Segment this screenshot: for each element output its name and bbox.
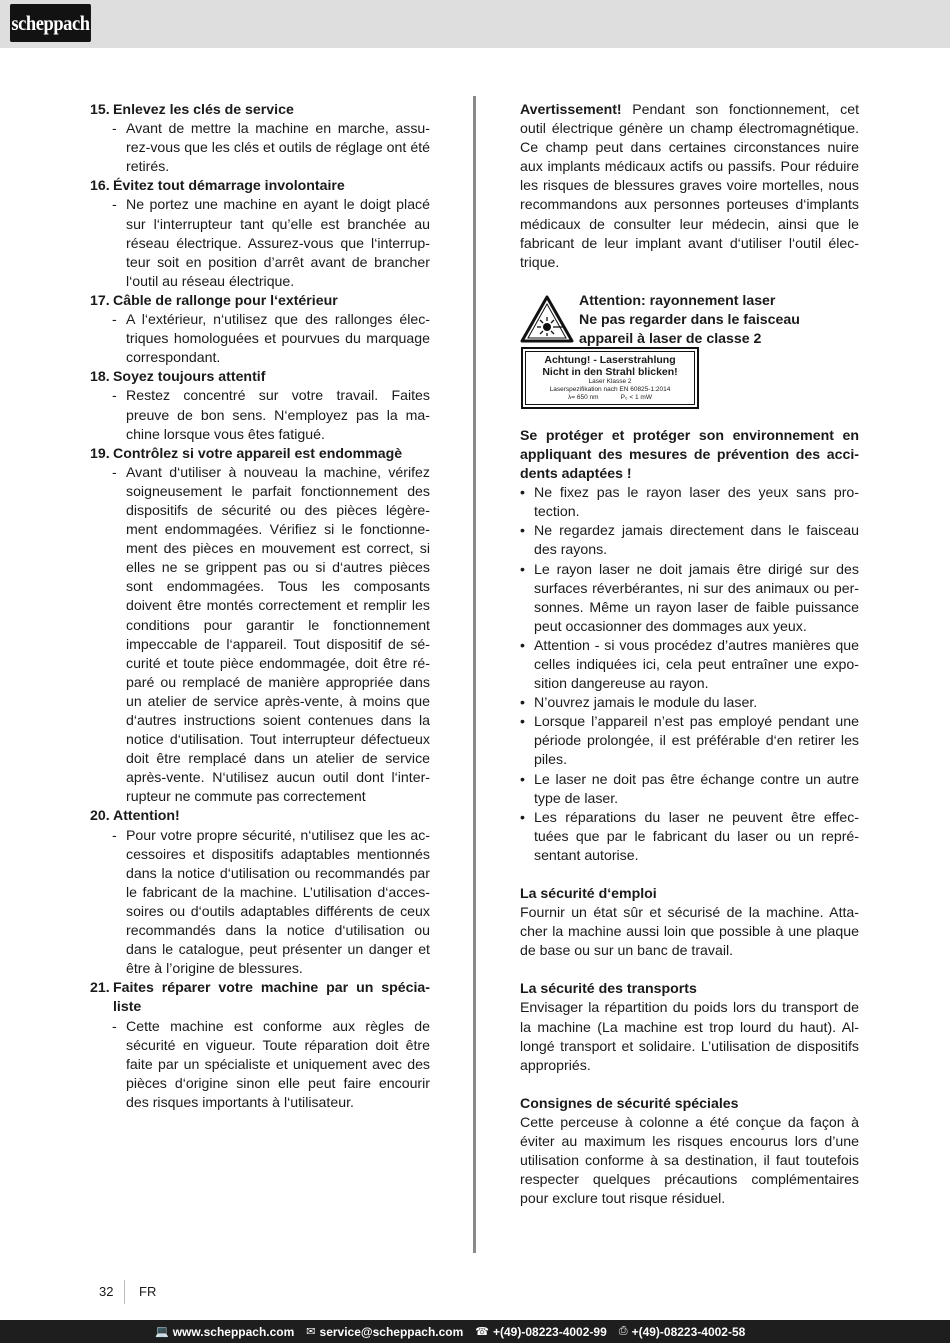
list-item: • Ne fixez pas le rayon laser des yeux sans pro-tection. xyxy=(520,483,859,521)
item-title: Câble de rallonge pour l‘extérieur xyxy=(113,291,338,308)
item-heading xyxy=(90,367,430,386)
item-body: - Restez concentré sur votre travail. Faites preuve de bon sens. N‘employez pas la ma-chine lorsque vous êtes fatigué. xyxy=(90,386,430,443)
list-item: • N’ouvrez jamais le module du laser. xyxy=(520,693,859,712)
item-text: Ne portez une machine en ayant le doigt placé sur l‘interrupteur tant qu’elle est branchée au réseau électrique. Assurez-vous que l‘interrup-teur soit en position d’arrêt avant de brancher l‘outil au réseau électrique. xyxy=(126,196,430,289)
warning-text: Pendant son fonctionnement, cet outil électrique génère un champ électromagnétique. Ce champ peut dans certaines circonstances nuire aux implants médicaux actifs ou passifs. Pour réduire les risques de blessures graves voire mortelles, nous recommandons aux personnes porteuses d‘implants médicaux de consulter leur médecin, ainsi que le fabricant de leur implant avant d‘utiliser l‘outil élec-trique. xyxy=(520,101,859,270)
item-text: A l‘extérieur, n‘utilisez que des rallonges élec-triques homologuées et pourvues du marquage correspondant. xyxy=(126,311,430,366)
list-item-text: N’ouvrez jamais le module du laser. xyxy=(534,694,758,711)
page-number: 32 xyxy=(99,1284,114,1299)
website-link[interactable] xyxy=(155,1325,294,1339)
protect-heading: Se protéger et protéger son environnement en appliquant des mesures de prévention des acci-dents adaptées ! xyxy=(520,426,859,482)
label-line: Nicht in den Strahl blicken! xyxy=(542,365,678,378)
item-heading xyxy=(90,100,430,119)
laser-warning-icon xyxy=(520,295,574,343)
item-title: Faites réparer votre machine par un spécia-liste xyxy=(113,979,430,1015)
column-divider xyxy=(473,96,476,1253)
section-title: La sécurité d‘emploi xyxy=(520,885,657,901)
item-body: - Avant de mettre la machine en marche, assu-rez-vous que les clés et outils de réglage ont été retirés. xyxy=(90,119,430,176)
fax-text: +(49)-08223-4002-58 xyxy=(631,1324,746,1339)
list-item-text: Lorsque l’appareil n’est pas employé pendant une période prolongée, il est préférable d‘en retirer les piles. xyxy=(534,713,859,768)
item-heading xyxy=(90,444,430,463)
list-item-text: Les réparations du laser ne peuvent être effec-tuées que par le fabricant du laser ou un repré-sentant autorise. xyxy=(534,808,859,863)
item-title: Évitez tout démarrage involontaire xyxy=(113,177,345,194)
item-number: 19. xyxy=(90,444,110,461)
footer-divider xyxy=(124,1280,125,1304)
item-body: - Pour votre propre sécurité, n‘utilisez que les ac-cessoires et dispositifs adaptables mentionnés dans la notice d‘utilisation ou recommandés par le fabricant de la machine. L’utilisation d‘acces-soires ou d‘outils adaptables différents de ceux recommandés dans la notice d‘utilisation ou dans le catalogue, peut présenter un danger et être à l’origine de blessures. xyxy=(90,826,430,979)
fax-number xyxy=(619,1325,746,1339)
list-item-text: Ne fixez pas le rayon laser des yeux sans pro-tection. xyxy=(534,484,859,520)
phone-number xyxy=(475,1325,606,1339)
item-number: 17. xyxy=(90,291,110,308)
item-number: 15. xyxy=(90,101,110,117)
label-line: Achtung! - Laserstrahlung xyxy=(544,353,676,366)
item-text: Pour votre propre sécurité, n‘utilisez que les ac-cessoires et dispositifs adaptables mentionnés dans la notice d‘utilisation ou recommandés par le fabricant de la machine. L’utilisation d‘acces-soires ou d‘outils adaptables différents de ceux recommandés dans la notice d‘utilisation ou dans le catalogue, peut présenter un danger et être à l’origine de blessures. xyxy=(126,826,430,977)
item-heading xyxy=(90,176,430,195)
item-text: Cette machine est conforme aux règles de sécurité en vigueur. Toute réparation doit être faite par un spécialiste et uniquement avec des pièces d‘origine sinon elle peut faire encourir des risques importants à l‘utilisateur. xyxy=(126,1017,430,1110)
warning-label: Avertissement! xyxy=(520,101,622,117)
list-item: • Attention - si vous procédez d’autres manières que celles indiquées ici, cela peut entraîner une expo-sition dangereuse au rayon. xyxy=(520,636,859,693)
list-item: • Le laser ne doit pas être échange contre un autre type de laser. xyxy=(520,770,859,808)
item-number: 21. xyxy=(90,979,110,996)
section-text: Envisager la répartition du poids lors du transport de la machine (La machine est trop lourd du haut). Al-longé transport et solidaire. L’utilisation de dispositifs appropriés. xyxy=(520,999,859,1073)
laptop-icon: 💻 xyxy=(155,1326,169,1338)
list-item: • Lorsque l’appareil n’est pas employé pendant une période prolongée, il est préférable d‘en retirer les piles. xyxy=(520,712,859,769)
laser-title-line: appareil à laser de classe 2 xyxy=(579,330,762,347)
fax-icon: ⎙ xyxy=(618,1325,628,1337)
list-item: • Le rayon laser ne doit jamais être dirigé sur des surfaces réverbérantes, ni sur des animaux ou per-sonnes. Même un rayon laser de faible puissance peut occasionner des dommages aux yeux. xyxy=(520,560,859,636)
item-text: Avant de mettre la machine en marche, assu-rez-vous que les clés et outils de réglage ont été retirés. xyxy=(126,120,430,175)
item-number: 16. xyxy=(90,177,110,194)
right-column xyxy=(520,100,859,1208)
item-text: Avant d‘utiliser à nouveau la machine, vérifez soigneusement le parfait fonctionnement des dispositifs de sécurité ou des pièces légère-ment endommagées. Vérifiez si le fonctionne-ment des pièces en mouvement est correct, si elles ne se grippent pas ou si d‘autres pièces sont endommagées. Tous les composants doivent être montés correctement et remplir les conditions pour garantir le fonctionnement impeccable de l‘appareil. Tout dispositif de sé-curité et toute pièce endommagée, doit être ré-paré ou remplacé de manière appropriée dans un atelier de service après-vente, à moins que d‘autres instructions soient contenues dans la notice d‘utilisation. Tout interrupteur défectueux doit être remplacé dans un atelier de service après-vente. N‘utilisez aucun outil dont l‘inter-rupteur ne commute pas correctement xyxy=(126,463,430,805)
item-title: Contrôlez si votre appareil est endommagè xyxy=(113,444,403,461)
item-body: - Cette machine est conforme aux règles de sécurité en vigueur. Toute réparation doit être faite par un spécialiste et uniquement avec des pièces d‘origine sinon elle peut faire encourir des risques importants à l‘utilisateur. xyxy=(90,1017,430,1112)
phone-text: +(49)-08223-4002-99 xyxy=(493,1324,607,1339)
label-line: Laser Klasse 2 xyxy=(588,377,632,385)
mail-icon: ✉ xyxy=(306,1326,316,1338)
list-item-text: Ne regardez jamais directement dans le faisceau des rayons. xyxy=(534,522,859,558)
laser-class-label xyxy=(521,347,699,409)
item-body: - Ne portez une machine en ayant le doigt placé sur l‘interrupteur tant qu’elle est branchée au réseau électrique. Assurez-vous que l‘interrup-teur soit en position d’arrêt avant de brancher l‘outil au réseau électrique. xyxy=(90,195,430,290)
language-code: FR xyxy=(139,1284,157,1299)
website-text: www.scheppach.com xyxy=(172,1324,295,1339)
list-item: • Les réparations du laser ne peuvent être effec-tuées que par le fabricant du laser ou un repré-sentant autorise. xyxy=(520,808,859,865)
item-heading xyxy=(90,291,430,310)
list-item-text: Attention - si vous procédez d’autres manières que celles indiquées ici, cela peut entraîner une expo-sition dangereuse au rayon. xyxy=(534,636,859,692)
laser-title-line: Attention: rayonnement laser xyxy=(579,291,776,308)
section-title: Consignes de sécurité spéciales xyxy=(520,1094,739,1111)
label-line: Laserspezifikation nach EN 60825-1:2014 xyxy=(549,385,671,393)
item-number: 18. xyxy=(90,368,110,385)
item-body: - A l‘extérieur, n‘utilisez que des rallonges élec-triques homologuées et pourvues du marquage correspondant. xyxy=(90,310,430,367)
item-title: Soyez toujours attentif xyxy=(113,368,266,385)
section-text: Cette perceuse à colonne a été conçue da façon à éviter au maximum les risques encourus lors d’une utilisation conforme à sa destination, il faut toutefois respecter quelques précautions complémentaires pour exclure tout risque résiduel. xyxy=(520,1113,859,1207)
email-text: service@scheppach.com xyxy=(319,1324,464,1339)
brand-logo: scheppach xyxy=(10,4,91,42)
contact-bar xyxy=(0,1320,950,1343)
laser-warning-block xyxy=(520,291,859,426)
phone-icon: ☎ xyxy=(475,1326,489,1338)
laser-warning-title xyxy=(579,291,859,348)
list-item-text: Le rayon laser ne doit jamais être dirigé sur des surfaces réverbérantes, ni sur des animaux ou per-sonnes. Même un rayon laser de faible puissance peut occasionner des dommages aux yeux. xyxy=(534,560,859,634)
item-heading xyxy=(90,978,430,1016)
item-text: Restez concentré sur votre travail. Faites preuve de bon sens. N‘employez pas la ma-chine lorsque vous êtes fatigué. xyxy=(126,387,430,442)
emf-warning xyxy=(520,100,859,272)
list-item: • Ne regardez jamais directement dans le faisceau des rayons. xyxy=(520,521,859,559)
email-link[interactable] xyxy=(306,1325,463,1339)
list-item-text: Le laser ne doit pas être échange contre un autre type de laser. xyxy=(534,770,859,806)
item-number: 20. xyxy=(90,807,110,824)
section-text: Fournir un état sûr et sécurisé de la machine. Atta-cher la machine aussi loin que possible à une plaque de base ou sur un banc de travail. xyxy=(520,904,859,959)
laser-title-line: Ne pas regarder dans le faisceau xyxy=(579,310,800,327)
label-power: P₀ < 1 mW xyxy=(620,393,652,401)
item-heading xyxy=(90,806,430,825)
label-wavelength: λ= 650 nm xyxy=(568,393,599,401)
left-column xyxy=(90,100,430,1112)
section-title: La sécurité des transports xyxy=(520,980,697,997)
item-body: - Avant d‘utiliser à nouveau la machine, vérifez soigneusement le parfait fonctionnement des dispositifs de sécurité ou des pièces légère-ment endommagées. Vérifiez si le fonctionne-ment des pièces en mouvement est correct, si elles ne se grippent pas ou si d‘autres pièces sont endommagées. Tous les composants doivent être montés correctement et remplir les conditions pour garantir le fonctionnement impeccable de l‘appareil. Tout dispositif de sé-curité et toute pièce endommagée, doit être ré-paré ou remplacé de manière appropriée dans un atelier de service après-vente, à moins que d‘autres instructions soient contenues dans la notice d‘utilisation. Tout interrupteur défectueux doit être remplacé dans un atelier de service après-vente. N‘utilisez aucun outil dont l‘inter-rupteur ne commute pas correctement xyxy=(90,463,430,807)
item-title: Enlevez les clés de service xyxy=(113,101,294,117)
header-bar xyxy=(0,0,950,48)
item-title: Attention! xyxy=(113,807,180,824)
